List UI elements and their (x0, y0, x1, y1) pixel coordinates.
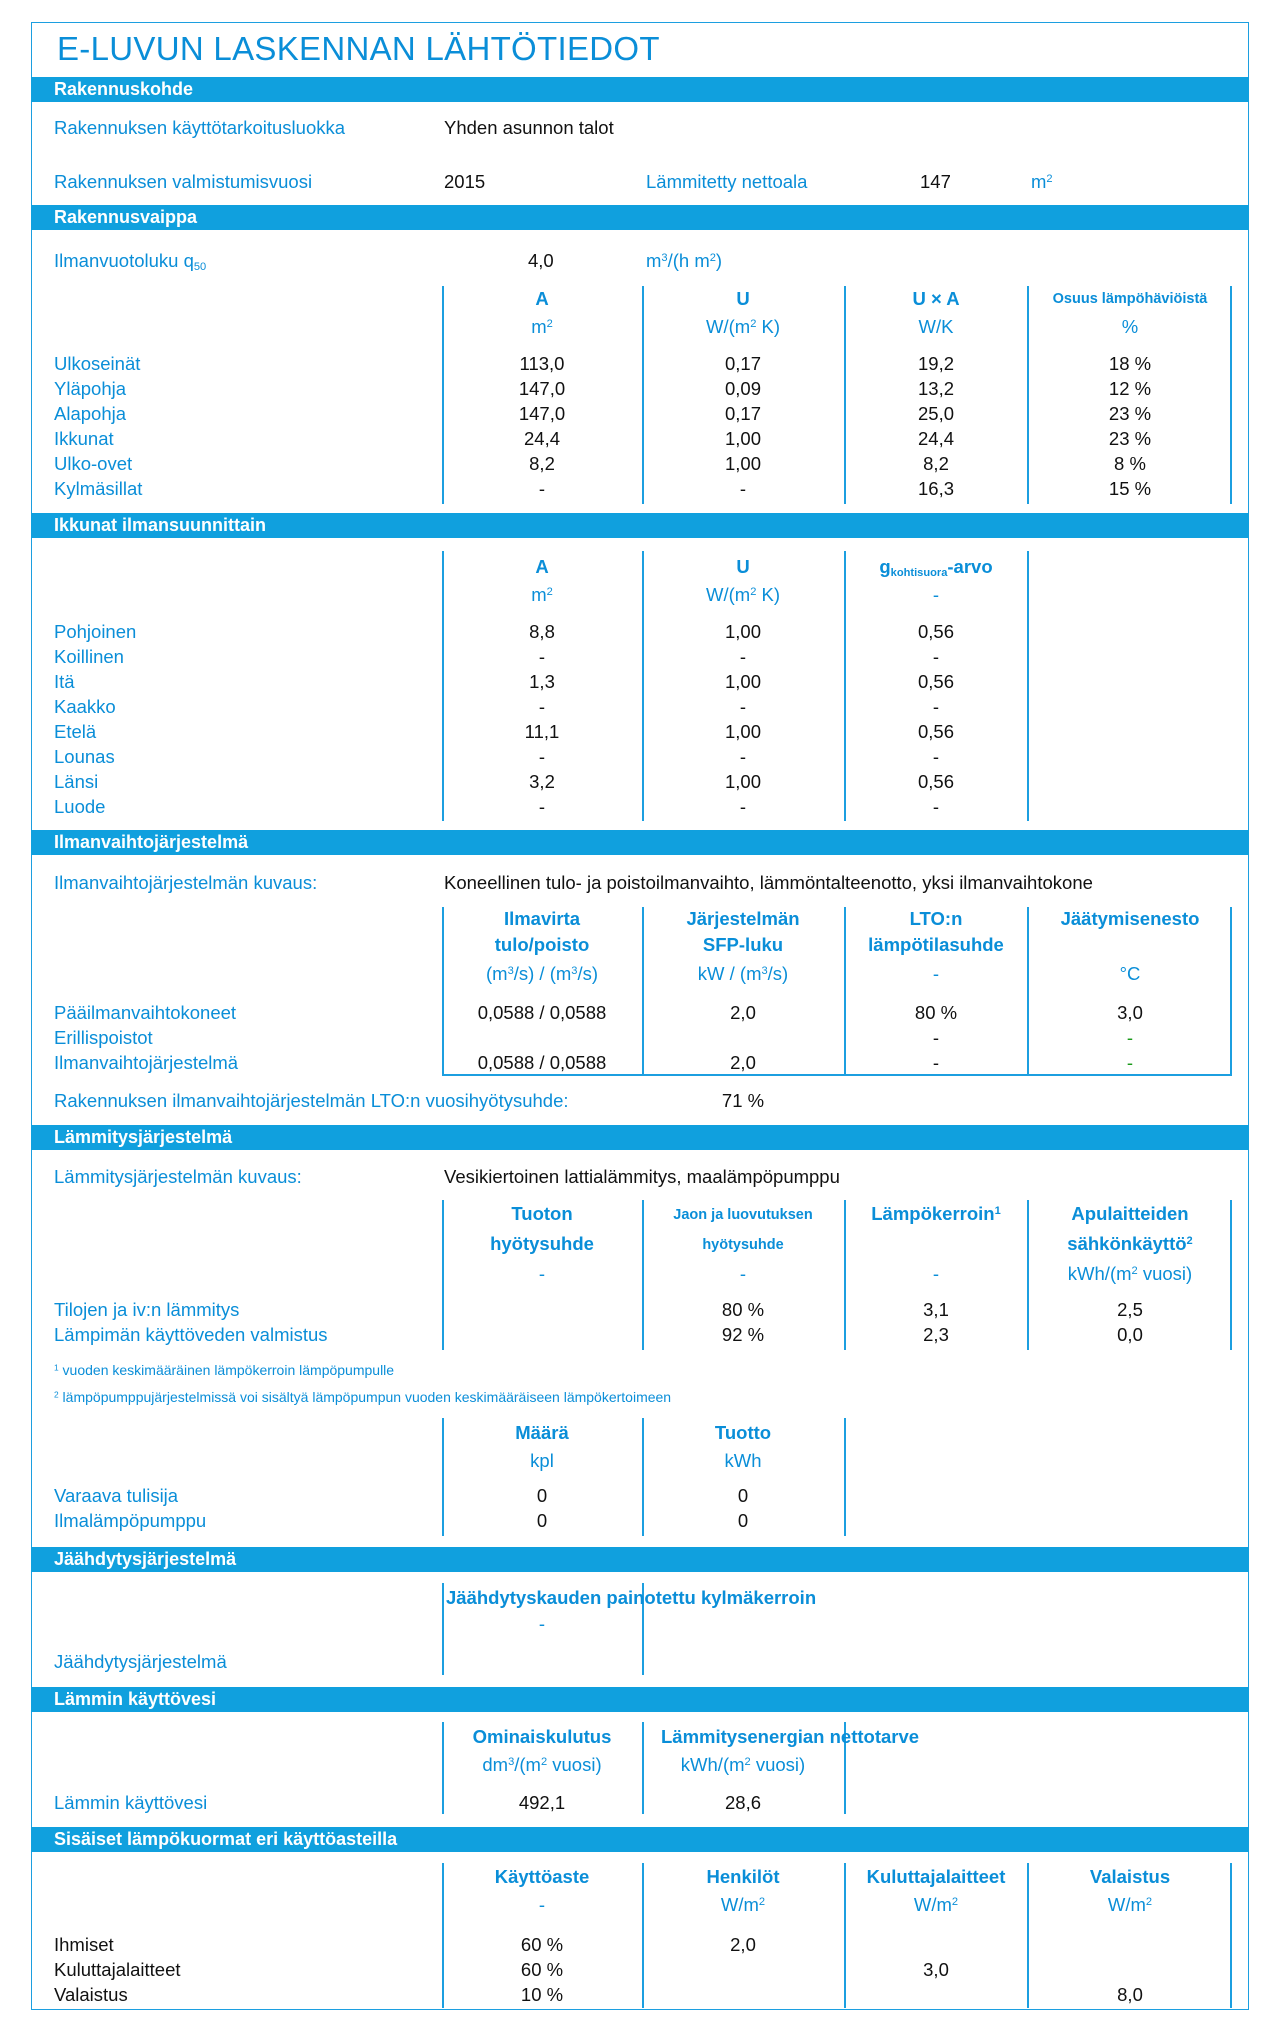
column-divider (642, 551, 644, 821)
nettoala-unit: $m^2$ (1031, 171, 1053, 192)
col-header-tuotto: Tuotto (714, 1422, 772, 1443)
col-unit-henkilot: $W/m^2$ (720, 1894, 766, 1915)
col-header-kylmakerroin: Jäähdytyskauden painotettu kylmäkerroin (446, 1587, 817, 1608)
col-header-henkilot: Henkilöt (706, 1866, 780, 1887)
iv-kuvaus-label: Ilmanvaihtojärjestelmän kuvaus: (54, 872, 318, 893)
column-divider (1230, 907, 1232, 1076)
column-divider (442, 1200, 444, 1350)
column-divider (1230, 1863, 1232, 2008)
col-header-u: U (736, 556, 750, 577)
column-divider (1027, 1863, 1029, 2008)
col-header-jaon: Jaon ja luovutuksen (673, 1207, 813, 1223)
q50-value: 4,0 (528, 250, 554, 271)
col-header-kuluttajalaitteet: Kuluttajalaitteet (866, 1866, 1006, 1887)
col-header-jaatymisenesto: Jäätymisenesto (1060, 908, 1200, 929)
col-unit-maara: kpl (530, 1450, 554, 1471)
column-divider (442, 551, 444, 821)
column-divider (844, 1200, 846, 1350)
luokka-label: Rakennuksen käyttötarkoitusluokka (54, 117, 346, 138)
col-header-hyotysuhde: hyötysuhde (490, 1233, 594, 1254)
col-unit-ominaiskulutus: $dm^3/(m^2$ vuosi) (482, 1754, 602, 1775)
section-header-rakennusvaippa: Rakennusvaippa (31, 205, 1249, 230)
luokka-value: Yhden asunnon talot (444, 117, 614, 138)
column-divider (642, 1863, 644, 2008)
col-unit-sfp: kW / $(m^3/s)$ (697, 963, 789, 984)
col-header-tuoton: Tuoton (511, 1203, 573, 1224)
col-header-jarjestelman: Järjestelmän (686, 908, 800, 929)
column-divider (442, 1863, 444, 2008)
col-unit-valaistus: $W/m^2$ (1107, 1894, 1153, 1915)
nettoala-value: 147 (920, 171, 951, 192)
col-unit-tuotto: kWh (724, 1450, 762, 1471)
col-header-osuus: Osuus lämpöhäviöistä (1052, 291, 1208, 307)
section-header-ikkunat: Ikkunat ilmansuunnittain (31, 513, 1249, 538)
col-header-g: $g_{kohtisuora}$-arvo (879, 556, 993, 579)
col-header-a: A (535, 288, 549, 309)
col-unit-kylmakerroin: - (538, 1613, 546, 1634)
col-unit-jaatymisenesto: °C (1119, 963, 1141, 984)
col-unit-g: - (932, 584, 940, 605)
footnote-2: $^2$ lämpöpumppujärjestelmissä voi sisältyä lämpöpumpun vuoden keskimääräiseen lämpökertoimeen (54, 1389, 672, 1405)
section-header-rakennuskohde: Rakennuskohde (31, 77, 1249, 102)
column-divider (844, 551, 846, 821)
lammitys-kuvaus-value: Vesikiertoinen lattialämmitys, maalämpöpumppu (444, 1166, 840, 1187)
col-header-kayttoaste: Käyttöaste (494, 1866, 590, 1887)
lto-hyotysuhde-label: Rakennuksen ilmanvaihtojärjestelmän LTO:n vuosihyötysuhde: (54, 1090, 569, 1111)
col-unit-osuus: % (1121, 316, 1139, 337)
section-header-ilmanvaihto: Ilmanvaihtojärjestelmä (31, 830, 1249, 855)
section-header-jaahdytys: Jäähdytysjärjestelmä (31, 1547, 1249, 1572)
col-header-jaon-hyotysuhde: hyötysuhde (702, 1237, 784, 1253)
column-divider (844, 1418, 846, 1536)
col-header-ilmavirta: Ilmavirta (503, 908, 581, 929)
col-unit-ua: W/K (918, 316, 954, 337)
iv-kuvaus-value: Koneellinen tulo- ja poistoilmanvaihto, lämmöntalteenotto, yksi ilmanvaihtokone (444, 872, 1093, 893)
col-header-lampotilasuhde: lämpötilasuhde (868, 934, 1004, 955)
col-header-lto: LTO:n (909, 908, 963, 929)
col-header-maara: Määrä (515, 1422, 569, 1443)
col-header-a: A (535, 556, 549, 577)
col-header-valaistus: Valaistus (1089, 1866, 1171, 1887)
col-header-lampokerroin: Lämpökerroin$^1$ (871, 1203, 1001, 1224)
column-divider (1230, 1200, 1232, 1350)
col-header-u: U (736, 288, 750, 309)
col-unit-lampokerroin: - (932, 1263, 940, 1284)
col-unit-apulaitteiden: kWh/($m^2$ vuosi) (1067, 1263, 1193, 1284)
section-header-kayttovesi: Lämmin käyttövesi (31, 1687, 1249, 1712)
column-divider (442, 1722, 444, 1814)
col-unit-nettotarve: kWh/($m^2$ vuosi) (680, 1754, 806, 1775)
col-unit-lto: - (932, 963, 940, 984)
col-unit-kuluttajalaitteet: $W/m^2$ (913, 1894, 959, 1915)
q50-unit: $m^3/(h$ $m^2$) (646, 250, 723, 271)
column-divider (642, 286, 644, 504)
column-divider (1027, 551, 1029, 821)
col-header-nettotarve: Lämmitysenergian nettotarve (661, 1726, 920, 1747)
column-divider (642, 1722, 644, 1814)
lammitys-kuvaus-label: Lämmitysjärjestelmän kuvaus: (54, 1166, 302, 1187)
col-header-apulaitteiden: Apulaitteiden (1071, 1203, 1189, 1224)
column-divider (442, 1418, 444, 1536)
col-unit-ilmavirta: $(m^3/s) / (m^3/s)$ (485, 963, 599, 984)
nettoala-label: Lämmitetty nettoala (646, 171, 808, 192)
table-bottom-line (442, 1074, 1232, 1076)
col-unit-jaon: - (739, 1263, 747, 1284)
section-header-lammitys: Lämmitysjärjestelmä (31, 1125, 1249, 1150)
column-divider (442, 907, 444, 1076)
col-unit-u: $W/(m^2$ K) (706, 316, 780, 337)
col-header-ua: U × A (912, 288, 960, 309)
section-header-kuormat: Sisäiset lämpökuormat eri käyttöasteilla (31, 1827, 1249, 1852)
column-divider (642, 907, 644, 1076)
col-unit-u: $W/(m^2$ K) (706, 584, 780, 605)
column-divider (642, 1200, 644, 1350)
column-divider (844, 1863, 846, 2008)
col-unit-tuoton: - (538, 1263, 546, 1284)
page-title: E-LUVUN LASKENNAN LÄHTÖTIEDOT (57, 30, 660, 67)
column-divider (1230, 286, 1232, 504)
column-divider (1027, 1200, 1029, 1350)
column-divider (642, 1418, 644, 1536)
vuosi-label: Rakennuksen valmistumisvuosi (54, 171, 313, 192)
footnote-1: $^1$ vuoden keskimääräinen lämpökerroin lämpöpumpulle (54, 1362, 395, 1378)
col-header-tulo-poisto: tulo/poisto (494, 934, 590, 955)
column-divider (442, 1583, 444, 1675)
q50-label: Ilmanvuotoluku $q_{50}$ (54, 250, 207, 273)
vuosi-value: 2015 (444, 171, 486, 192)
lto-hyotysuhde-value: 71 % (721, 1090, 765, 1111)
col-header-sfp: SFP-luku (702, 934, 784, 955)
column-divider (844, 907, 846, 1076)
column-divider (442, 286, 444, 504)
col-header-ominaiskulutus: Ominaiskulutus (472, 1726, 612, 1747)
column-divider (1027, 907, 1029, 1076)
col-header-sahkonkaytto: sähkönkäyttö$^2$ (1067, 1233, 1193, 1254)
col-unit-a: $m^2$ (531, 584, 553, 605)
column-divider (844, 286, 846, 504)
jaahdytys-row-label: Jäähdytysjärjestelmä (54, 1651, 227, 1672)
col-unit-kayttoaste: - (538, 1894, 546, 1915)
col-unit-a: $m^2$ (531, 316, 553, 337)
column-divider (1027, 286, 1029, 504)
